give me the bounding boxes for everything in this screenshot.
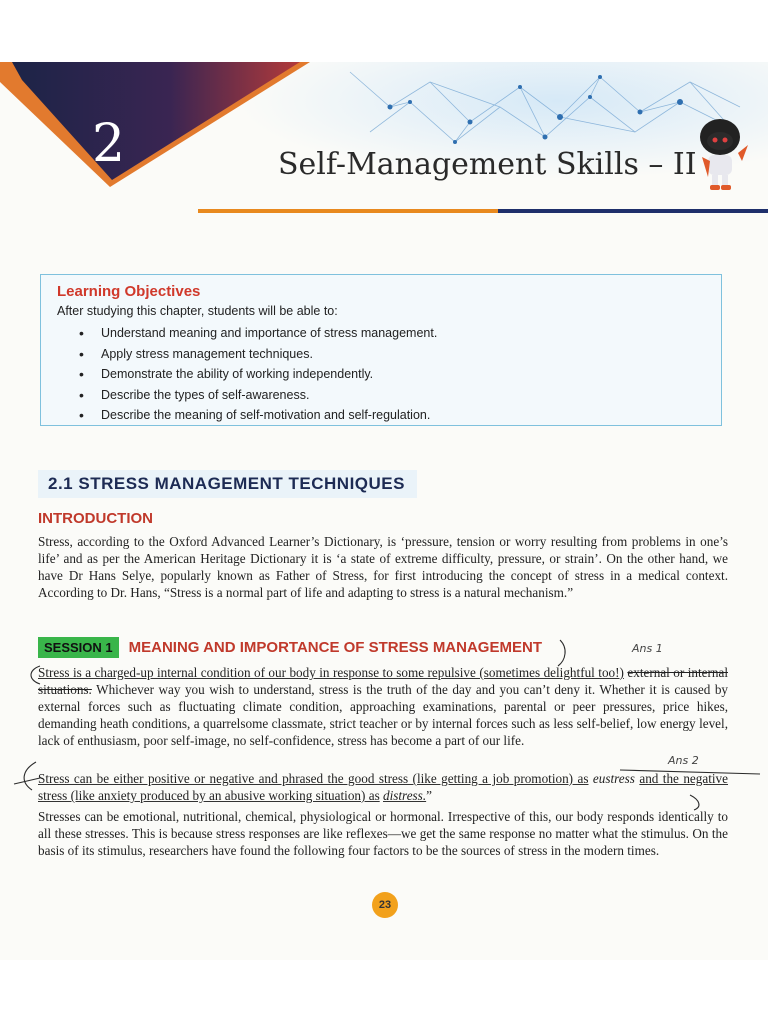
objectives-intro: After studying this chapter, students will be able to: <box>57 304 338 318</box>
learning-objectives-box <box>40 274 722 426</box>
underlined-text: Stress is a charged-up internal condition of our body in response to some repulsive (sometimes delightful too!) <box>38 665 624 680</box>
section-heading: 2.1 STRESS MANAGEMENT TECHNIQUES <box>38 470 417 498</box>
introduction-paragraph: Stress, according to the Oxford Advanced Learner’s Dictionary, is ‘pressure, tension or worry resulting from problems in one’s life’ and as per the American Heritage Dictionary it is ‘a state of extreme difficulty, pressure, or strain’. On the other hand, we have Dr Hans Selye, popularly known as Father of Stress, for first introducing the concept of stress in a medical context. According to Dr. Hans, “Stress is a normal part of life and adapting to stress is a natural mechanism.” <box>38 534 728 600</box>
stress-definition-paragraph <box>38 664 728 749</box>
objectives-list <box>77 323 437 426</box>
textbook-page <box>0 62 768 960</box>
objectives-title: Learning Objectives <box>57 283 201 300</box>
closing-quote: ” <box>426 788 432 803</box>
objective-item: • Describe the meaning of self-motivation and self-regulation. <box>77 405 437 426</box>
handwritten-note: Ans 2 <box>668 754 699 767</box>
handwritten-note: Ans 1 <box>632 642 663 655</box>
paragraph-text: Whichever way you wish to understand, stress is the truth of the day and you can’t deny it. Whether it is caused by external forces such as fluctuating climate condition, approaching examinations, parental or peer pressures, price hikes, demanding heath conditions, a quarrelsome classmate, strict teacher or by internal forces such as less self-belief, low energy level, lack of enthusiasm, poor self-image, no self-confidence, stress has become a part of our life. <box>38 682 729 748</box>
objective-item: • Describe the types of self-awareness. <box>77 385 437 406</box>
objective-item: • Apply stress management techniques. <box>77 344 437 365</box>
chapter-banner <box>0 62 768 222</box>
stress-sources-paragraph: Stresses can be emotional, nutritional, chemical, physiological or hormonal. Irrespective of this, our body responds identically to all these stresses. This is because stress responses are like reflexes—we get the same response no matter what the stimulus. On the basis of its stimulus, researchers have found the following four factors to be the sources of stress in the modern times. <box>38 809 728 858</box>
struck-text: external or internal situations. <box>38 665 728 697</box>
chapter-number-badge <box>0 62 320 192</box>
term-eustress: eustress <box>592 771 635 786</box>
underlined-text: and the negative stress (like anxiety produced by an abusive working situation) as <box>38 771 729 803</box>
session-title: MEANING AND IMPORTANCE OF STRESS MANAGEMENT <box>128 639 542 656</box>
chapter-title: Self-Management Skills – II <box>278 147 697 182</box>
objective-item: • Understand meaning and importance of stress management. <box>77 323 437 344</box>
title-underline-decoration <box>198 208 768 216</box>
robot-mascot-icon <box>690 117 754 197</box>
underlined-text: Stress can be either positive or negative and phrased the good stress (like getting a job promotion) as <box>38 771 589 786</box>
objective-item: • Demonstrate the ability of working independently. <box>77 364 437 385</box>
chapter-number: 2 <box>92 114 126 174</box>
session-heading <box>38 637 542 658</box>
session-badge: SESSION 1 <box>38 637 119 658</box>
term-distress: distress. <box>383 788 427 803</box>
page-number: 23 <box>372 892 398 918</box>
introduction-heading: INTRODUCTION <box>38 510 153 527</box>
stress-types-paragraph <box>38 770 728 804</box>
